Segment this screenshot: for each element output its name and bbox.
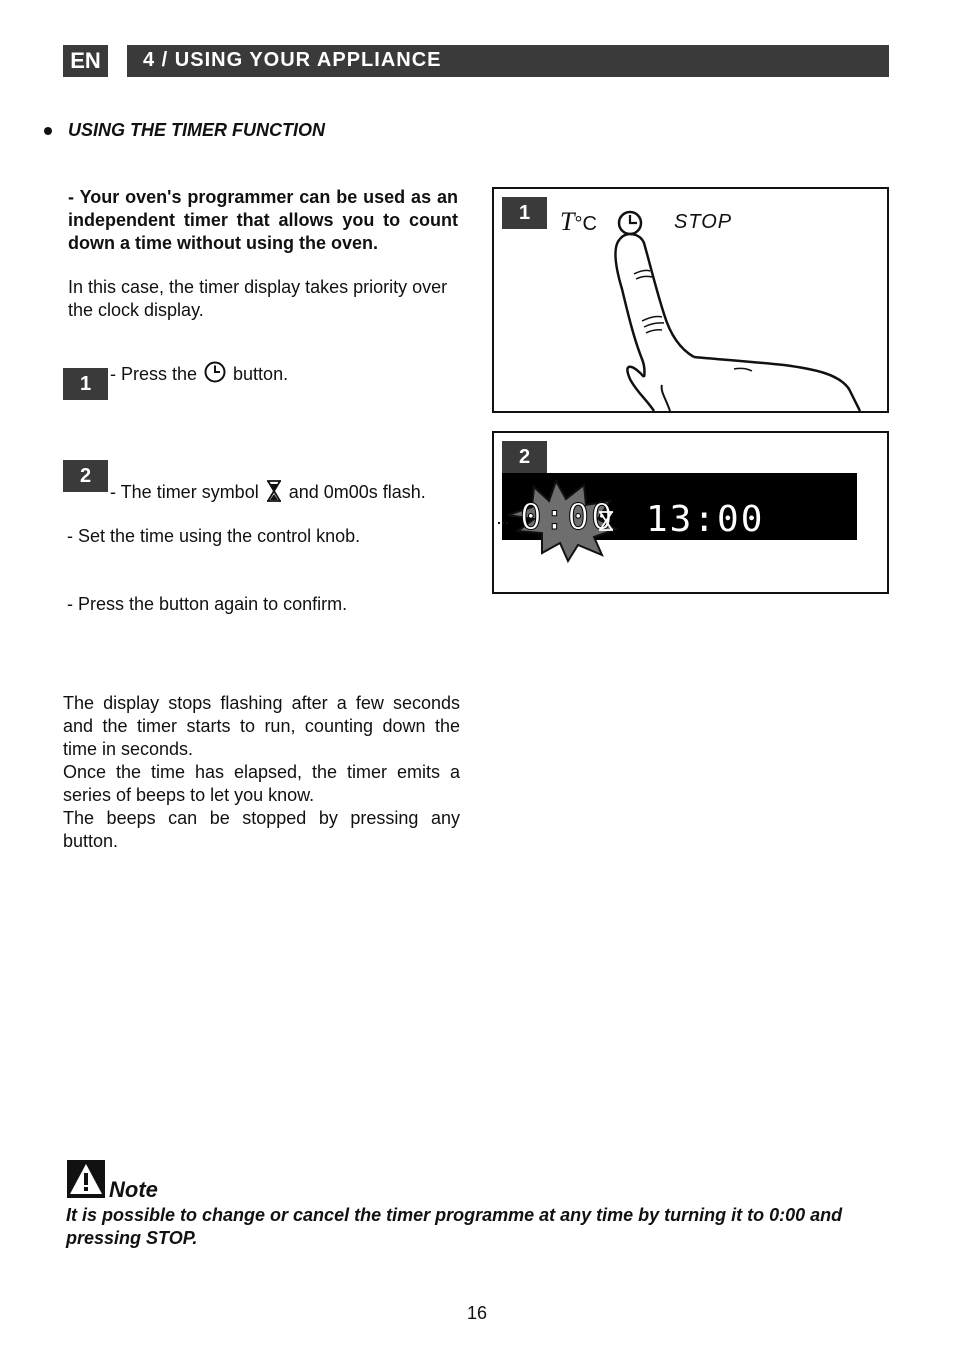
- step-2-instruction-3: - Press the button again to confirm.: [67, 594, 348, 614]
- clock-icon: [203, 360, 227, 390]
- finger-pressing-icon: [494, 189, 887, 411]
- note-text: It is possible to change or cancel the timer programme at any time by turning it to 0:00 and pressing STOP.: [66, 1205, 843, 1248]
- bullet-icon: [44, 127, 52, 135]
- figure-2-timer-display: [492, 431, 889, 594]
- step-2-text-before: - The timer symbol: [110, 482, 259, 502]
- timer-readout: 0:00: [520, 497, 615, 538]
- section-title: USING THE TIMER FUNCTION: [68, 120, 325, 140]
- step-1-text-before: - Press the: [110, 364, 198, 384]
- hourglass-icon: [598, 511, 614, 531]
- language-badge: EN: [63, 45, 108, 77]
- chapter-header: 4 / USING YOUR APPLIANCE: [127, 45, 889, 77]
- warning-icon: [67, 1160, 105, 1198]
- step-2-text-after: and 0m00s flash.: [288, 482, 426, 502]
- step-1-text-after: button.: [233, 364, 289, 384]
- page-number: 16: [466, 1303, 488, 1323]
- step-2-instruction-2: - Set the time using the control knob.: [67, 526, 361, 546]
- clock-readout: 13:00: [646, 499, 765, 540]
- stop-label: STOP: [674, 211, 733, 233]
- intro-bold-text: - Your oven's programmer can be used as an independent timer that allows you to count down a time without using the oven.: [68, 187, 458, 253]
- intro-text: In this case, the timer display takes priority over the clock display.: [68, 277, 448, 320]
- figure-1-badge: 1: [502, 197, 547, 229]
- temperature-label: T°C: [560, 207, 597, 236]
- step-2-badge: 2: [63, 460, 108, 492]
- step-2-instruction-1: [110, 480, 426, 508]
- step-1-instruction: [110, 360, 288, 390]
- step-1-badge: 1: [63, 368, 108, 400]
- clock-icon: [619, 212, 641, 234]
- hourglass-icon: [265, 480, 283, 508]
- timer-description: The display stops flashing after a few seconds and the timer starts to run, counting down the time in seconds. Once the time has elapsed, the timer emits a series of beeps to let you know. The beeps can be stopped by pressing any button.: [63, 693, 460, 851]
- figure-2-badge: 2: [502, 441, 547, 473]
- note-title: Note: [109, 1177, 158, 1202]
- figure-1-press-button: [492, 187, 889, 413]
